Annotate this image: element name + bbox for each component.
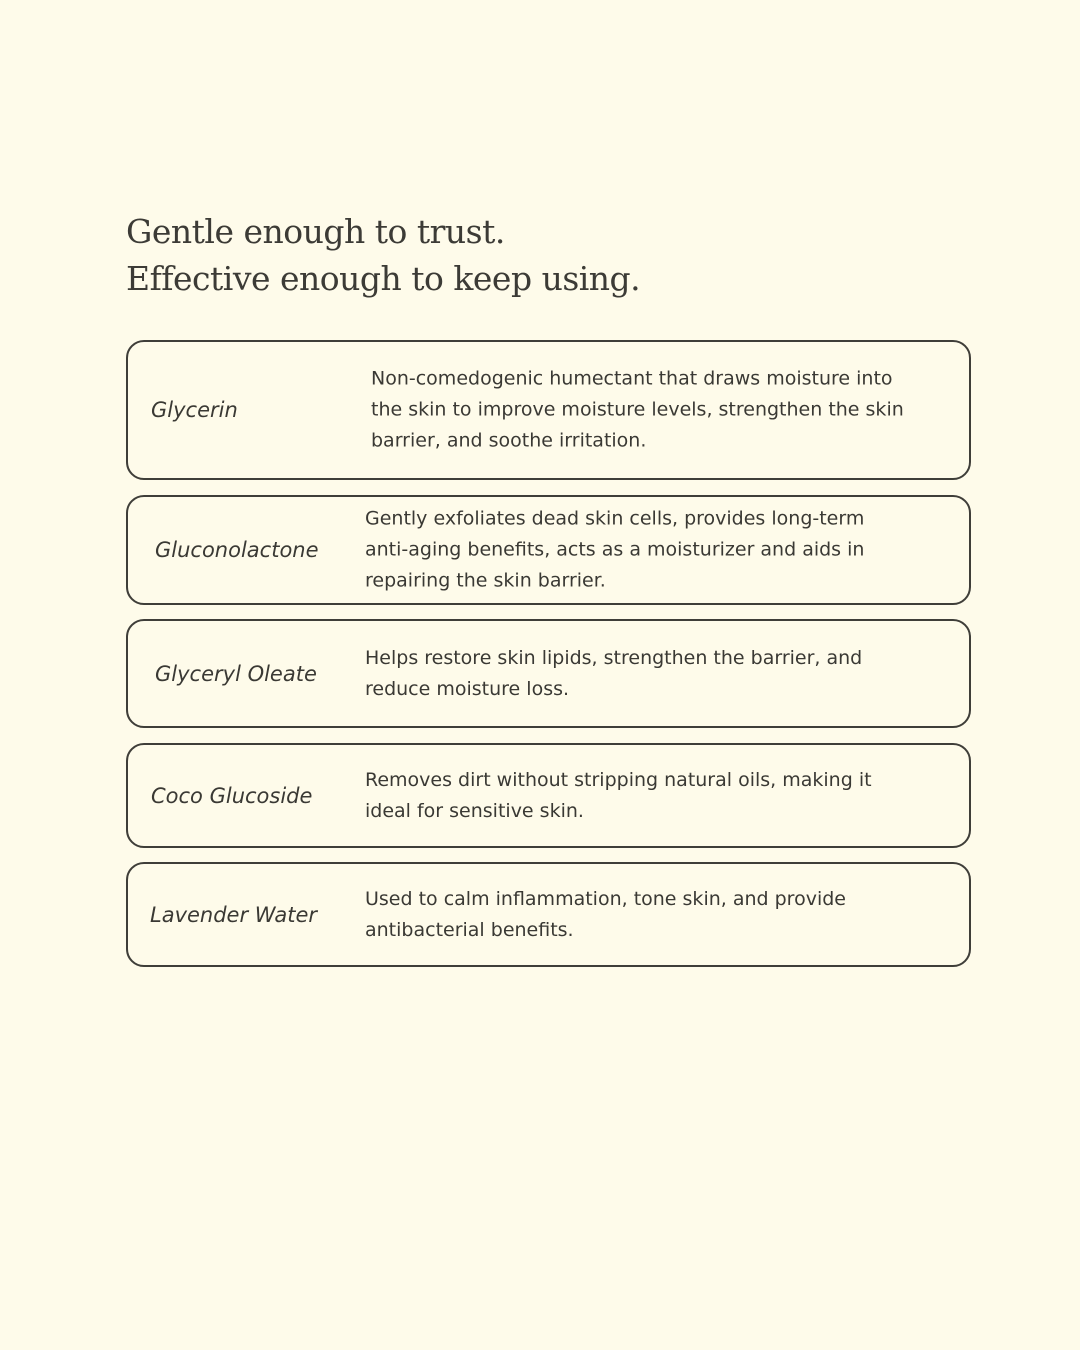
ingredient-description	[365, 504, 864, 597]
description-line: repairing the skin barrier.	[365, 569, 606, 592]
description-line: barrier, and soothe irritation.	[371, 429, 647, 452]
description-line: ideal for sensitive skin.	[365, 799, 584, 822]
description-line: anti-aging benefits, acts as a moisturizer and aids in	[365, 538, 865, 561]
headline-line-2: Effective enough to keep using.	[126, 259, 641, 298]
headline-line-1: Gentle enough to trust.	[126, 212, 505, 251]
ingredient-name: Coco Glucoside	[151, 783, 313, 808]
ingredient-name: Gluconolactone	[155, 538, 319, 562]
description-line: Gently exfoliates dead skin cells, provides long-term	[365, 507, 865, 530]
ingredient-card-coco-glucoside	[126, 743, 971, 848]
ingredient-name: Glycerin	[151, 398, 238, 422]
description-line: the skin to improve moisture levels, strengthen the skin	[371, 398, 904, 421]
ingredient-name: Glyceryl Oleate	[155, 661, 317, 686]
ingredient-card-gluconolactone	[126, 495, 971, 605]
description-line: reduce moisture loss.	[365, 677, 570, 700]
ingredient-name: Lavender Water	[150, 902, 318, 927]
ingredient-card-glyceryl-oleate	[126, 619, 971, 728]
ingredient-card-lavender-water	[126, 862, 971, 967]
ingredient-description	[371, 364, 904, 457]
headline	[126, 208, 640, 302]
description-line: Removes dirt without stripping natural oils, making it	[365, 768, 872, 791]
description-line: antibacterial benefits.	[365, 918, 574, 941]
ingredient-description	[365, 643, 862, 705]
ingredient-card-glycerin	[126, 340, 971, 480]
description-line: Used to calm inflammation, tone skin, and provide	[365, 887, 846, 910]
description-line: Non-comedogenic humectant that draws moisture into	[371, 367, 893, 390]
description-line: Helps restore skin lipids, strengthen the barrier, and	[365, 646, 863, 669]
ingredient-description	[365, 765, 872, 827]
ingredient-description	[365, 884, 846, 946]
